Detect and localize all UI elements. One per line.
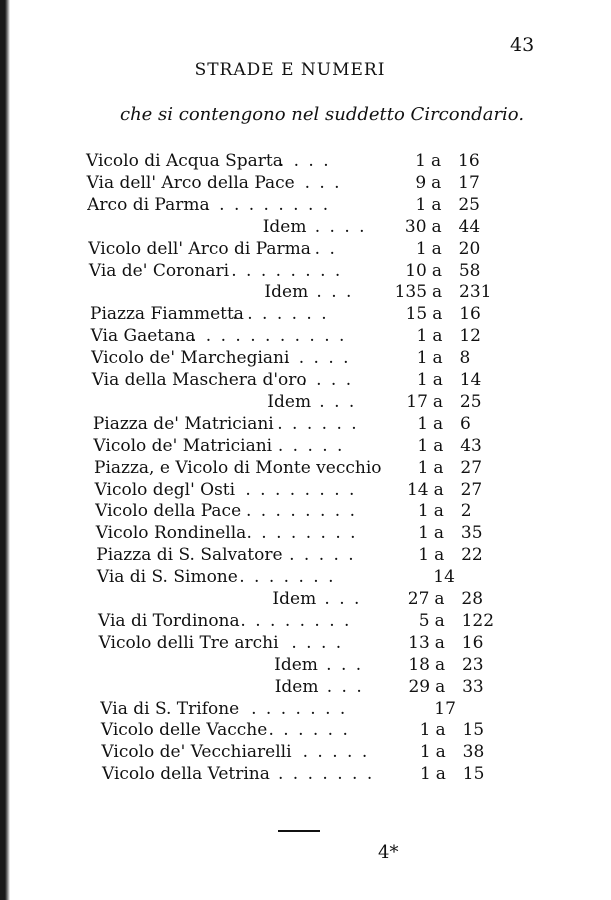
house-number-to: 12 [459, 326, 481, 347]
house-number-to: 23 [461, 654, 484, 675]
house-number-to: 8 [459, 348, 471, 369]
house-number-from: 135 [394, 282, 428, 303]
house-number-from: 1 [417, 457, 429, 478]
street-name: Piazza Fiammetta [90, 304, 244, 325]
table-row [0, 435, 611, 457]
table-row [0, 544, 611, 566]
house-number-to: 38 [462, 742, 485, 763]
leader-dots: . . . . . [283, 348, 351, 369]
table-row [0, 391, 611, 413]
house-number-to: 20 [458, 238, 481, 259]
house-number-to: 16 [458, 151, 480, 171]
table-row [0, 347, 611, 369]
idem-label: Idem [274, 654, 318, 675]
leader-dots: . . . . . . . [232, 304, 329, 325]
table-row [0, 413, 611, 435]
house-number-to: 27 [460, 457, 483, 478]
leader-dots: . . . . . [289, 545, 356, 566]
house-number-to: 44 [458, 216, 481, 237]
idem-label: Idem [274, 676, 319, 697]
street-name: Vicolo delli Tre archi [98, 632, 279, 653]
leader-dots: . . . . . . [268, 720, 350, 741]
range-separator: a [433, 435, 444, 456]
leader-dots: . . . [326, 654, 364, 675]
page-title: STRADE E NUMERI [194, 60, 386, 80]
house-number-from: 1 [417, 435, 429, 456]
house-number-to: 17 [458, 172, 480, 193]
street-name: Piazza di S. Salvatore [96, 545, 283, 566]
house-number-from: 1 [416, 348, 428, 369]
leader-dots: . . . . . . . . . . . [190, 326, 347, 347]
range-separator: a [433, 501, 444, 522]
range-separator: a [433, 523, 445, 544]
table-row [0, 698, 611, 720]
street-name: Vicolo della Vetrina [102, 764, 270, 785]
idem-label: Idem [267, 391, 312, 412]
street-name: Vicolo de' Matriciani [93, 435, 273, 456]
range-separator: a [433, 457, 444, 478]
table-row [0, 325, 611, 347]
house-number-from: 1 [416, 370, 428, 390]
idem-label: Idem [264, 282, 309, 303]
table-row [0, 588, 611, 610]
street-name: Vicolo de' Marchegiani [91, 348, 290, 369]
range-separator: a [433, 413, 444, 434]
range-separator: a [431, 194, 442, 215]
range-separator: a [435, 764, 446, 785]
street-name: Vicolo degl' Osti [94, 479, 236, 500]
table-row [0, 150, 611, 172]
table-row [0, 216, 611, 238]
range-separator: a [431, 260, 442, 281]
leader-dots: . . . [304, 172, 342, 193]
table-row [0, 676, 611, 698]
table-row [0, 522, 611, 544]
house-number-to: 16 [459, 304, 481, 325]
house-number-to: 15 [462, 764, 485, 785]
range-separator: a [431, 151, 442, 171]
range-separator: a [435, 676, 446, 697]
street-name: Vicolo Rondinella [95, 523, 247, 544]
range-separator: a [434, 632, 445, 653]
leader-dots: . . . . . [302, 742, 370, 763]
leader-dots: . . . . . [277, 435, 345, 456]
street-name: Vicolo delle Vacche [100, 720, 268, 741]
house-number-from: 13 [408, 632, 430, 653]
range-separator: a [432, 391, 444, 412]
house-number-from: 27 [407, 589, 430, 609]
house-number-to: 14 [459, 370, 482, 390]
leader-dots: . . . . . . . . [245, 479, 357, 500]
house-number-from: 1 [415, 238, 427, 259]
leader-dots: . . . . [314, 216, 367, 237]
house-number-from: 1 [418, 523, 429, 544]
street-name: Via de' Coronari [88, 260, 230, 281]
house-number-from: 1 [419, 764, 431, 785]
table-row [0, 741, 611, 763]
range-separator: a [435, 742, 446, 763]
house-number-from: 1 [416, 326, 428, 347]
range-separator: a [432, 304, 443, 325]
house-number-to: 122 [461, 610, 495, 631]
house-number-to: 231 [459, 282, 492, 303]
house-number-from: 1 [417, 501, 429, 522]
house-number-from: 1 [415, 194, 427, 215]
table-row [0, 172, 611, 194]
page-number: 43 [510, 34, 535, 56]
house-number-from: 1 [417, 413, 429, 434]
leader-dots: . . . . . . . . [246, 523, 358, 544]
house-number-from: 29 [408, 676, 431, 697]
range-separator: a [431, 238, 442, 259]
street-name: Arco di Parma [87, 194, 210, 215]
house-number-to: 58 [458, 260, 481, 281]
range-separator: a [434, 589, 445, 609]
idem-label: Idem [272, 589, 317, 609]
house-number-from: 1 [415, 151, 426, 171]
table-row [0, 457, 611, 479]
leader-dots: . . . . . . [277, 413, 359, 434]
leader-dots: . . . . . . . [239, 567, 336, 588]
leader-dots: . . . . . . . [278, 764, 375, 785]
house-number-to: 27 [460, 479, 483, 500]
leader-dots: . . . . [301, 370, 354, 390]
street-name: Vicolo della Pace [95, 501, 242, 522]
street-name: Via della Maschera d'oro [91, 370, 307, 390]
range-separator: a [431, 216, 442, 237]
house-number-to: 16 [461, 632, 484, 653]
table-row [0, 610, 611, 632]
leader-dots: . . . . [278, 151, 331, 171]
table-row [0, 303, 611, 325]
range-separator: a [434, 545, 445, 566]
page-subtitle: che si contengono nel suddetto Circondario. [120, 104, 525, 125]
leader-dots: . . . . . . . [251, 698, 348, 719]
range-separator: a [432, 326, 443, 347]
range-separator: a [435, 720, 446, 741]
house-number-to: 15 [462, 720, 485, 741]
house-number-from: 15 [405, 304, 428, 325]
house-number-from: 5 [418, 610, 430, 631]
leader-dots: . . . . . . . . [240, 610, 352, 631]
table-row [0, 719, 611, 741]
leader-dots: . . . . [291, 632, 344, 653]
table-row [0, 369, 611, 391]
street-name: Vicolo dell' Arco di Parma [88, 238, 311, 259]
leader-dots: . . . [319, 391, 357, 412]
house-number-single: 14 [433, 567, 455, 588]
street-name: Via di S. Simone [96, 567, 238, 588]
table-row [0, 654, 611, 676]
separator-rule [278, 830, 320, 832]
house-number-to: 6 [460, 413, 471, 434]
table-row [0, 500, 611, 522]
street-name: Piazza, e Vicolo di Monte vecchio [94, 457, 382, 478]
leader-dots: . . [314, 238, 337, 259]
table-row [0, 566, 611, 588]
range-separator: a [432, 348, 443, 369]
street-name: Via di S. Trifone [100, 698, 240, 719]
house-number-to: 43 [460, 435, 482, 456]
range-separator: a [431, 172, 442, 193]
house-number-to: 2 [460, 501, 472, 522]
house-number-to: 33 [462, 676, 484, 697]
range-separator: a [433, 479, 444, 500]
street-name: Vicolo de' Vecchiarelli [101, 742, 292, 763]
house-number-from: 18 [408, 654, 430, 675]
range-separator: a [432, 370, 443, 390]
house-number-to: 25 [458, 194, 480, 215]
house-number-from: 14 [406, 479, 429, 500]
table-row [0, 194, 611, 216]
house-number-from: 30 [404, 216, 427, 237]
leader-dots: . . . . . . . . [245, 501, 357, 522]
table-row [0, 260, 611, 282]
idem-label: Idem [262, 216, 307, 237]
signature-mark: 4* [378, 842, 399, 863]
house-number-single: 17 [434, 698, 456, 719]
table-row [0, 632, 611, 654]
house-number-from: 1 [419, 720, 431, 741]
house-number-to: 35 [460, 523, 483, 544]
house-number-from: 9 [415, 172, 427, 193]
street-name: Via dell' Arco della Pace [86, 172, 295, 193]
street-name: Piazza de' Matriciani [92, 413, 274, 434]
table-row [0, 479, 611, 501]
leader-dots: . . . [324, 589, 362, 609]
house-number-to: 22 [461, 545, 483, 566]
house-number-from: 1 [419, 742, 431, 763]
street-name: Vicolo di Acqua Sparta [86, 151, 283, 171]
house-number-to: 25 [459, 391, 482, 412]
house-number-from: 1 [418, 545, 430, 566]
street-name: Via di Tordinona [98, 610, 240, 631]
leader-dots: . . . . . . . . . [204, 194, 331, 215]
range-separator: a [434, 610, 445, 631]
street-name: Via Gaetana [90, 326, 196, 347]
house-number-from: 17 [406, 391, 428, 412]
house-number-to: 28 [461, 589, 484, 609]
leader-dots: . . . . . . . . [231, 260, 343, 281]
table-row [0, 763, 611, 785]
range-separator: a [434, 654, 446, 675]
house-number-from: 10 [405, 260, 427, 281]
leader-dots: . . . [316, 282, 354, 303]
table-row [0, 281, 611, 303]
leader-dots: . . . [326, 676, 364, 697]
table-row [0, 238, 611, 260]
range-separator: a [432, 282, 443, 303]
